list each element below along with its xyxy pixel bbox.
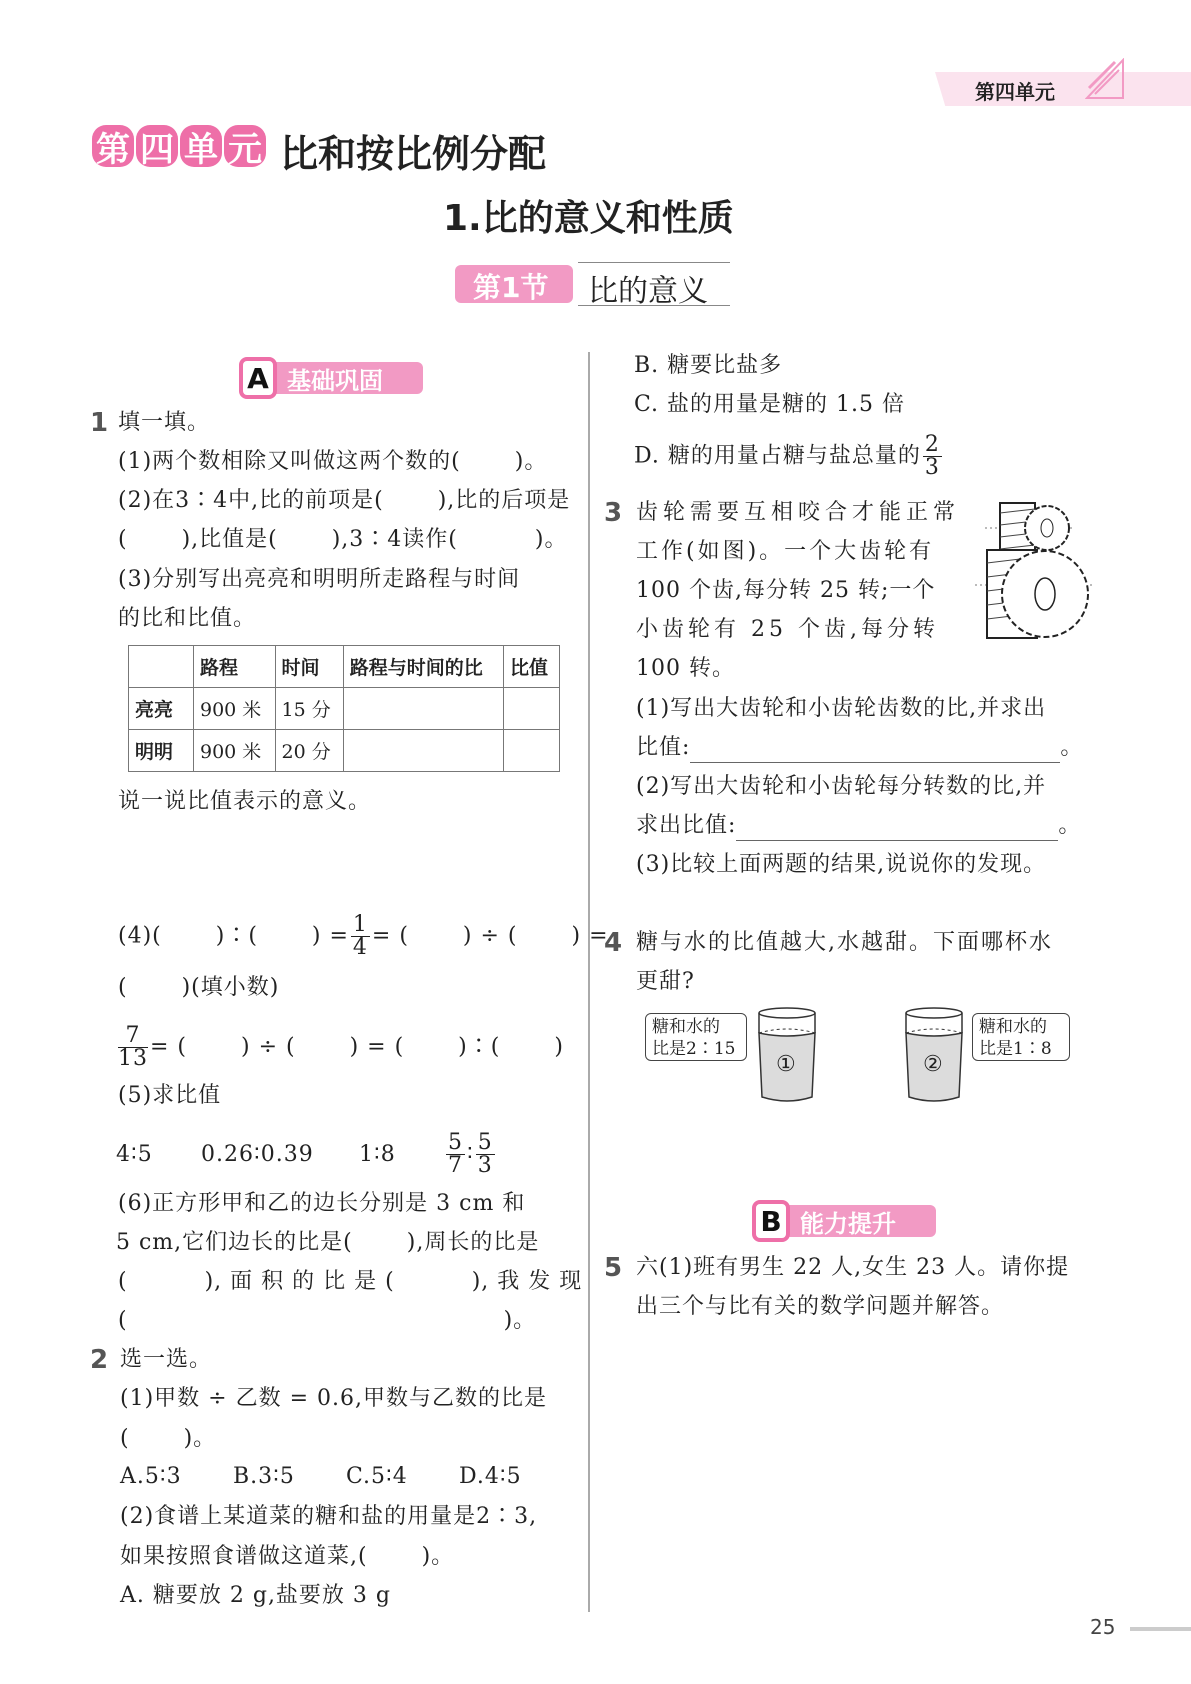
q1-line: ( )。 [118, 1308, 537, 1333]
unit-badge-char: 单 [180, 125, 222, 167]
q1-line: (2)在3∶4中,比的前项是( ),比的后项是 [118, 488, 571, 513]
cup-label: ① [776, 1052, 796, 1077]
page-number: 25 [1090, 1615, 1116, 1639]
q1-line: 5 cm,它们边长的比是( ),周长的比是 [116, 1230, 540, 1255]
q2-line: (2)食谱上某道菜的糖和盐的用量是2∶3, [120, 1504, 538, 1529]
q3-answer-line [636, 733, 1083, 763]
denominator: 3 [477, 1153, 493, 1178]
ratio-item: 4∶5 [116, 1141, 153, 1167]
q1-text: = ( ) ÷ ( ) = ( )∶( ) [150, 1034, 564, 1060]
section-number: 第1节 [473, 271, 549, 304]
gears-illustration [975, 495, 1100, 645]
q3-line: 小齿轮有 25 个齿,每分转 [636, 617, 939, 642]
q3-text: 比值: [636, 735, 691, 760]
table-cell: 亮亮 [129, 688, 194, 730]
option[interactable]: C. 盐的用量是糖的 1.5 倍 [634, 392, 906, 417]
speech-bubble [972, 1013, 1070, 1061]
unit-badge-char: 元 [224, 125, 266, 167]
answer-cell[interactable] [504, 688, 560, 730]
bubble-text: 糖和水的 [979, 1017, 1047, 1037]
question-number: 4 [604, 928, 623, 958]
q3-line: (2)写出大齿轮和小齿轮每分转数的比,并 [636, 774, 1047, 799]
q4-line: 更甜? [636, 969, 695, 994]
q2-options [120, 1462, 522, 1492]
q1-text: = ( ) ÷ ( ) = [371, 923, 609, 949]
numerator: 2 [924, 432, 940, 457]
unit-tab-label: 第四单元 [975, 80, 1055, 104]
route-time-table [128, 645, 560, 772]
option[interactable]: A. 糖要放 2 g,盐要放 3 g [120, 1583, 392, 1608]
denominator: 7 [448, 1153, 463, 1178]
question-title: 填一填。 [118, 410, 211, 435]
question-number: 1 [90, 408, 109, 438]
fraction [446, 1132, 465, 1177]
q1-part5-items: 4∶5 0.26∶0.39 1∶8 $\frac{5}{7}$ ∶ $\frac{5}{3}$ [116, 1130, 493, 1178]
unit-badge-char: 第 [92, 125, 134, 167]
table-header [129, 646, 194, 688]
q1-line: ( ),比值是( ),3∶4读作( )。 [118, 527, 568, 552]
option-text: D. 糖的用量占糖与盐总量的 [634, 443, 921, 469]
question-number: 3 [604, 498, 623, 528]
q1-line: 说一说比值表示的意义。 [118, 789, 372, 814]
q5-line: 出三个与比有关的数学问题并解答。 [636, 1294, 1005, 1319]
speech-bubble [645, 1013, 747, 1061]
denominator: 3 [924, 455, 940, 480]
denominator: 13 [118, 1046, 148, 1071]
table-cell: 900 米 [194, 688, 276, 730]
q1-line: (5)求比值 [118, 1083, 222, 1108]
q3-line: 100 转。 [636, 656, 735, 681]
section-title: 比的意义 [588, 274, 708, 309]
q1-line: 的比和比值。 [118, 606, 257, 631]
q3-text: 求出比值: [636, 813, 737, 838]
table-header: 路程与时间的比 [343, 646, 503, 688]
section-b-badge [756, 1205, 936, 1237]
q1-line: (6)正方形甲和乙的边长分别是 3 cm 和 [118, 1191, 526, 1216]
numerator: 1 [352, 912, 368, 937]
option[interactable]: C.5∶4 [346, 1464, 408, 1489]
cup-label: ② [923, 1052, 943, 1077]
ruler-pencil-icon [1085, 58, 1130, 100]
bubble-text: 比是1∶8 [979, 1039, 1052, 1059]
q3-text: 。 [1060, 735, 1084, 760]
option[interactable] [634, 434, 944, 479]
question-number: 5 [604, 1253, 623, 1283]
q2-line: (1)甲数 ÷ 乙数 = 0.6,甲数与乙数的比是 [120, 1386, 547, 1411]
answer-blank[interactable] [690, 740, 1060, 763]
table-row [129, 730, 560, 772]
footer-rule [1130, 1627, 1191, 1631]
q1-text: (4)( )∶( ) = [118, 923, 349, 949]
ratio-item: 0.26∶0.39 [201, 1141, 314, 1167]
question-number: 2 [90, 1345, 109, 1375]
q1-line: (1)两个数相除又叫做这两个数的( )。 [118, 449, 548, 474]
table-cell: 20 分 [275, 730, 343, 772]
section-a-badge [243, 362, 423, 394]
answer-cell[interactable] [343, 688, 503, 730]
numerator: 5 [448, 1130, 463, 1155]
fraction [351, 914, 370, 959]
q1-line: ( )(填小数) [118, 975, 280, 1000]
q3-text: 。 [1058, 813, 1082, 838]
unit-badge [92, 125, 266, 170]
q3-answer-line [636, 811, 1081, 841]
chapter-title: 1.比的意义和性质 [443, 198, 734, 239]
q3-line: 齿轮需要互相咬合才能正常 [636, 500, 961, 525]
q2-line: ( )。 [120, 1426, 217, 1451]
q3-line: 100 个齿,每分转 25 转;一个 [636, 578, 936, 603]
table-cell: 900 米 [194, 730, 276, 772]
answer-blank[interactable] [736, 818, 1058, 841]
q3-line: (3)比较上面两题的结果,说说你的发现。 [636, 852, 1047, 877]
answer-cell[interactable] [343, 730, 503, 772]
table-row [129, 688, 560, 730]
fraction [476, 1132, 495, 1177]
badge-letter: B [752, 1200, 790, 1242]
badge-letter: A [239, 357, 277, 399]
badge-label: 能力提升 [800, 1209, 896, 1238]
ratio-item: 1∶8 [359, 1141, 396, 1167]
denominator: 4 [352, 935, 368, 960]
badge-label: 基础巩固 [287, 366, 383, 395]
table-header-row [129, 646, 560, 688]
column-divider [588, 352, 590, 1612]
option[interactable]: A.5∶3 [120, 1464, 182, 1489]
bubble-text: 糖和水的 [652, 1017, 720, 1037]
q3-line: (1)写出大齿轮和小齿轮齿数的比,并求出 [636, 696, 1047, 721]
table-header: 时间 [275, 646, 343, 688]
numerator: 5 [477, 1130, 493, 1155]
unit-badge-char: 四 [136, 125, 178, 167]
bubble-text: 比是2∶15 [652, 1039, 736, 1059]
fraction [118, 1025, 148, 1070]
q1-part4 [118, 914, 609, 959]
q3-line: 工作(如图)。一个大齿轮有 [636, 539, 935, 564]
unit-title: 比和按比例分配 [280, 132, 547, 176]
fraction [923, 434, 942, 479]
q1-line: ( ), 面 积 的 比 是 ( ), 我 发 现 [118, 1269, 583, 1294]
option[interactable]: B.3∶5 [233, 1464, 295, 1489]
unit-tab [935, 72, 1191, 106]
q1-line: (3)分别写出亮亮和明明所走路程与时间 [118, 567, 521, 592]
option[interactable]: D.4∶5 [459, 1464, 522, 1489]
q5-line: 六(1)班有男生 22 人,女生 23 人。请你提 [636, 1255, 1070, 1280]
question-title: 选一选。 [120, 1347, 213, 1372]
table-header: 比值 [504, 646, 560, 688]
table-header: 路程 [194, 646, 276, 688]
answer-cell[interactable] [504, 730, 560, 772]
table-cell: 明明 [129, 730, 194, 772]
option[interactable]: B. 糖要比盐多 [634, 353, 783, 378]
table-cell: 15 分 [275, 688, 343, 730]
q2-line: 如果按照食谱做这道菜,( )。 [120, 1544, 455, 1569]
q1-part4-fraction [116, 1025, 564, 1070]
q4-line: 糖与水的比值越大,水越甜。下面哪杯水 [636, 930, 1053, 955]
numerator: 7 [118, 1025, 148, 1048]
